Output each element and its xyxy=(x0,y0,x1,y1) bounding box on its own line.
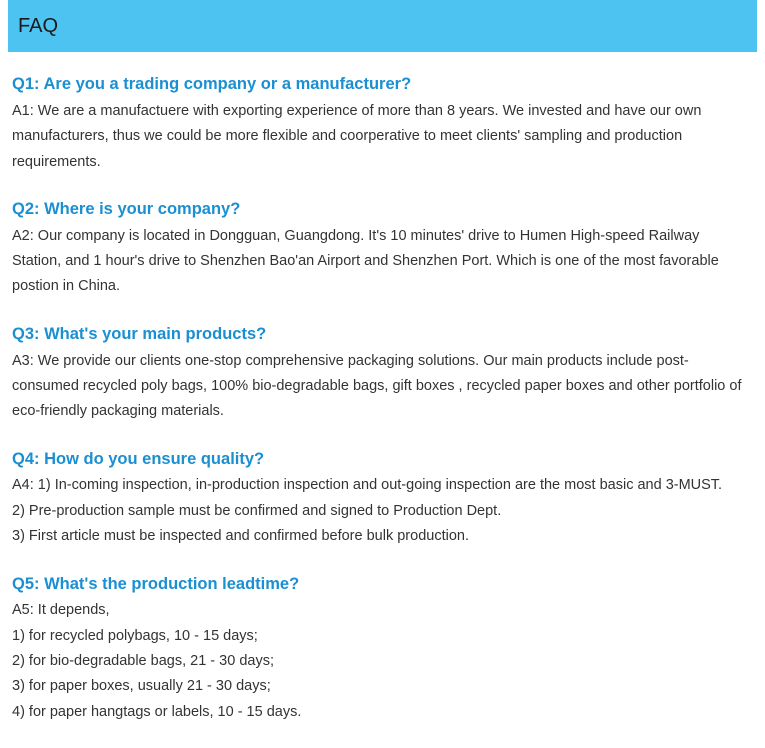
faq-answer-line: A2: Our company is located in Dongguan, Guangdong. It's 10 minutes' drive to Humen High-speed Railway Station, and 1 hour's drive to Shenzhen Bao'an Airport and Shenzhen Port. Which is one of the most favorable postion in China. xyxy=(12,227,719,295)
faq-question: Q1: Are you a trading company or a manufacturer? xyxy=(12,75,412,93)
faq-header-bar xyxy=(8,0,757,52)
faq-question: Q3: What's your main products? xyxy=(12,324,267,343)
faq-answer-line: 1) for recycled polybags, 10 - 15 days; xyxy=(12,627,258,644)
faq-answer-line: 4) for paper hangtags or labels, 10 - 15 days. xyxy=(12,703,302,720)
faq-item xyxy=(12,322,749,425)
faq-answer-line: A4: 1) In-coming inspection, in-production inspection and out-going inspection are the most basic and 3-MUST. xyxy=(12,477,723,494)
faq-item xyxy=(12,197,749,300)
faq-content xyxy=(0,72,765,725)
faq-question: Q5: What's the production leadtime? xyxy=(12,574,300,593)
faq-answer-line: 2) Pre-production sample must be confirmed and signed to Production Dept. xyxy=(12,502,502,519)
faq-answer-line: 3) First article must be inspected and confirmed before bulk production. xyxy=(12,528,469,545)
faq-answer xyxy=(12,224,749,300)
faq-question: Q2: Where is your company? xyxy=(12,199,241,218)
faq-answer-line: A1: We are a manufactuere with exporting experience of more than 8 years. We invested and have our own manufacturers, thus we could be more flexible and coorperative to meet clients' sampling and production requirements. xyxy=(12,102,702,170)
faq-answer xyxy=(12,99,749,175)
faq-answer-line: 3) for paper boxes, usually 21 - 30 days; xyxy=(12,678,271,695)
faq-item xyxy=(12,572,749,726)
page-title: FAQ xyxy=(18,15,59,37)
faq-answer-line: A3: We provide our clients one-stop comprehensive packaging solutions. Our main products include post-consumed recycled poly bags, 100% bio-degradable bags, gift boxes , recycled paper boxes and other portfolio of eco-friendly packaging materials. xyxy=(12,352,742,420)
faq-item xyxy=(12,447,749,550)
faq-answer-line: A5: It depends, xyxy=(12,602,110,619)
faq-item xyxy=(12,72,749,175)
faq-answer xyxy=(12,598,749,725)
faq-question: Q4: How do you ensure quality? xyxy=(12,449,265,468)
faq-answer xyxy=(12,473,749,549)
faq-answer-line: 2) for bio-degradable bags, 21 - 30 days; xyxy=(12,653,274,669)
faq-answer xyxy=(12,349,749,425)
